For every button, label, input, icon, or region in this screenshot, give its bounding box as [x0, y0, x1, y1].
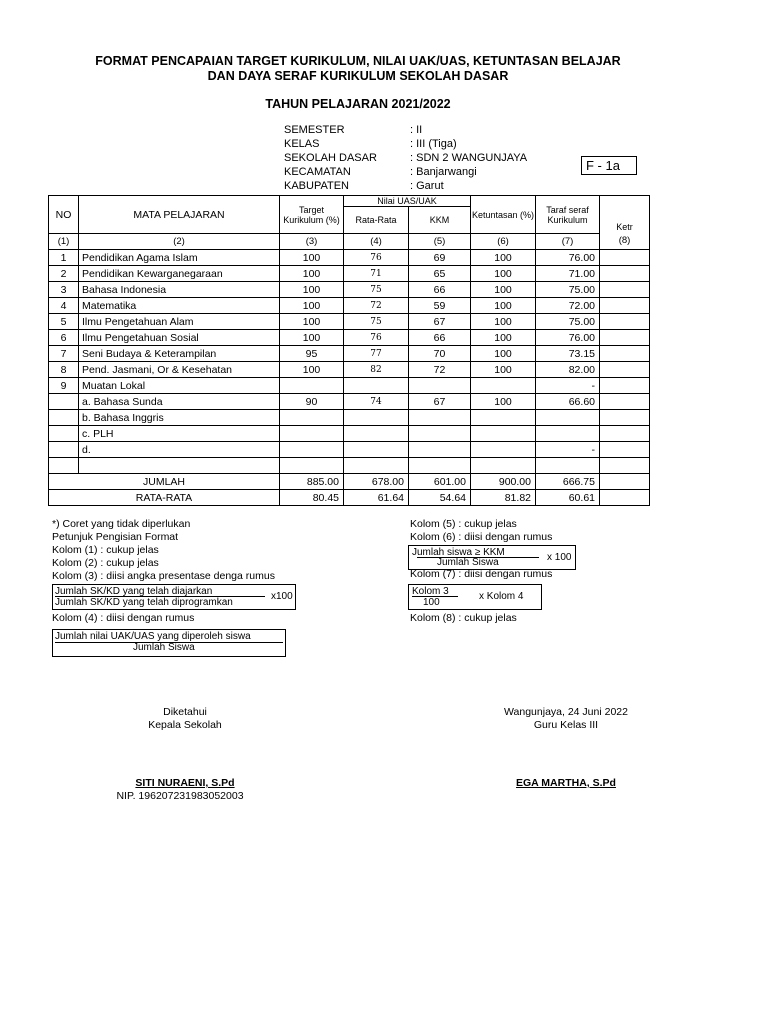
cell-target: 100 — [280, 266, 344, 282]
jumlah-target: 885.00 — [280, 474, 344, 490]
info-value: : SDN 2 WANGUNJAYA — [410, 152, 528, 164]
col-number: (1) — [49, 234, 79, 250]
table-row — [49, 330, 650, 346]
ratarata-ket: 81.82 — [471, 490, 536, 506]
cell-subject: Muatan Lokal — [79, 378, 280, 394]
cell-ketuntasan: 100 — [471, 282, 536, 298]
jumlah-kkm: 601.00 — [409, 474, 471, 490]
jumlah-ketr — [600, 474, 650, 490]
cell-taraf: 66.60 — [536, 394, 600, 410]
cell-taraf: - — [536, 442, 600, 458]
cell-taraf — [536, 426, 600, 442]
cell-kkm — [409, 458, 471, 474]
cell-subject: Bahasa Indonesia — [79, 282, 280, 298]
header-ketuntasan: Ketuntasan (%) — [471, 196, 536, 234]
cell-rata: 71 — [344, 266, 409, 282]
cell-ketr — [600, 362, 650, 378]
sig-left-nip: NIP. 196207231983052003 — [116, 790, 244, 802]
cell-taraf: 73.15 — [536, 346, 600, 362]
cell-subject: a. Bahasa Sunda — [79, 394, 280, 410]
cell-no: 5 — [49, 314, 79, 330]
cell-ketuntasan: 100 — [471, 346, 536, 362]
header-kkm: KKM — [409, 207, 471, 234]
sig-left-line1: Diketahui — [163, 706, 207, 718]
ratarata-kkm: 54.64 — [409, 490, 471, 506]
cell-ketuntasan — [471, 442, 536, 458]
cell-ketr — [600, 282, 650, 298]
cell-ketr — [600, 314, 650, 330]
ratarata-target: 80.45 — [280, 490, 344, 506]
formula-kolom7 — [408, 584, 542, 610]
note-kolom4: Kolom (4) : diisi dengan rumus — [52, 612, 195, 624]
table-row — [49, 426, 650, 442]
cell-ketr — [600, 378, 650, 394]
cell-no: 7 — [49, 346, 79, 362]
cell-target — [280, 458, 344, 474]
cell-no — [49, 426, 79, 442]
cell-target: 100 — [280, 362, 344, 378]
cell-taraf: 82.00 — [536, 362, 600, 378]
formula4-numerator: Jumlah nilai UAK/UAS yang diperoleh siswa — [55, 631, 251, 642]
info-label: KABUPATEN — [284, 180, 349, 192]
cell-subject: Ilmu Pengetahuan Sosial — [79, 330, 280, 346]
cell-no — [49, 442, 79, 458]
table-row — [49, 346, 650, 362]
cell-target: 100 — [280, 330, 344, 346]
info-label: SEMESTER — [284, 124, 345, 136]
info-value: : Banjarwangi — [410, 166, 477, 178]
cell-rata: 77 — [344, 346, 409, 362]
cell-subject: d. — [79, 442, 280, 458]
cell-subject: Pendidikan Kewarganegaraan — [79, 266, 280, 282]
formula6-multiplier: x 100 — [547, 552, 572, 563]
col-number: (7) — [536, 234, 600, 250]
doc-title-line2: DAN DAYA SERAF KURIKULUM SEKOLAH DASAR — [207, 69, 509, 83]
cell-ketr — [600, 330, 650, 346]
formula3-denominator: Jumlah SK/KD yang telah diprogramkan — [55, 597, 233, 608]
header-taraf: Taraf seraf Kurikulum — [536, 196, 600, 234]
cell-ketr — [600, 394, 650, 410]
doc-title-line1: FORMAT PENCAPAIAN TARGET KURIKULUM, NILAI UAK/UAS, KETUNTASAN BELAJAR — [95, 54, 621, 68]
header-subject: MATA PELAJARAN — [79, 196, 280, 234]
cell-no: 8 — [49, 362, 79, 378]
cell-ketuntasan: 100 — [471, 266, 536, 282]
cell-target: 100 — [280, 298, 344, 314]
info-label: SEKOLAH DASAR — [284, 152, 377, 164]
cell-subject: Pend. Jasmani, Or & Kesehatan — [79, 362, 280, 378]
table-row — [49, 458, 650, 474]
note-line: Kolom (5) : cukup jelas — [410, 518, 517, 530]
cell-target: 100 — [280, 314, 344, 330]
jumlah-taraf: 666.75 — [536, 474, 600, 490]
cell-subject: b. Bahasa Inggris — [79, 410, 280, 426]
col-number: (4) — [344, 234, 409, 250]
table-row — [49, 266, 650, 282]
formula6-numerator: Jumlah siswa ≥ KKM — [412, 547, 505, 558]
cell-ketuntasan: 100 — [471, 330, 536, 346]
table-row — [49, 250, 650, 266]
formula7-multiplier: x Kolom 4 — [479, 591, 524, 602]
cell-taraf — [536, 410, 600, 426]
col-number: (6) — [471, 234, 536, 250]
table-row — [49, 298, 650, 314]
note-line: Kolom (3) : diisi angka presentase denga rumus — [52, 570, 275, 582]
doc-year: TAHUN PELAJARAN 2021/2022 — [265, 97, 451, 111]
header-target: Target Kurikulum (%) — [280, 196, 344, 234]
table-row — [49, 314, 650, 330]
formula3-multiplier: x100 — [271, 591, 293, 602]
notes-right — [410, 518, 552, 544]
table-row — [49, 378, 650, 394]
cell-subject: Matematika — [79, 298, 280, 314]
note-kolom7: Kolom (7) : diisi dengan rumus — [410, 568, 553, 580]
cell-target — [280, 426, 344, 442]
cell-kkm — [409, 410, 471, 426]
info-value: : II — [410, 124, 423, 136]
info-value: : III (Tiga) — [410, 138, 457, 150]
cell-no: 6 — [49, 330, 79, 346]
jumlah-label: JUMLAH — [49, 474, 280, 490]
cell-kkm: 69 — [409, 250, 471, 266]
cell-kkm — [409, 426, 471, 442]
cell-ketuntasan — [471, 426, 536, 442]
header-no: NO — [49, 196, 79, 234]
cell-taraf: 71.00 — [536, 266, 600, 282]
header-ketr: Ketr — [600, 196, 650, 234]
cell-rata: 75 — [344, 314, 409, 330]
table-row — [49, 410, 650, 426]
ratarata-taraf: 60.61 — [536, 490, 600, 506]
cell-rata — [344, 442, 409, 458]
cell-ketuntasan: 100 — [471, 394, 536, 410]
note-line: *) Coret yang tidak diperlukan — [52, 518, 191, 530]
cell-rata: 75 — [344, 282, 409, 298]
info-label: KECAMATAN — [284, 166, 351, 178]
cell-kkm: 70 — [409, 346, 471, 362]
cell-ketr — [600, 458, 650, 474]
cell-taraf: 75.00 — [536, 314, 600, 330]
cell-taraf: 76.00 — [536, 330, 600, 346]
sig-left-name: SITI NURAENI, S.Pd — [135, 777, 235, 789]
cell-subject: Pendidikan Agama Islam — [79, 250, 280, 266]
cell-ketr — [600, 442, 650, 458]
cell-ketuntasan — [471, 458, 536, 474]
jumlah-ket: 900.00 — [471, 474, 536, 490]
cell-ketr — [600, 266, 650, 282]
notes-left — [52, 518, 275, 583]
cell-ketuntasan: 100 — [471, 250, 536, 266]
jumlah-rata: 678.00 — [344, 474, 409, 490]
cell-ketuntasan: 100 — [471, 362, 536, 378]
cell-ketuntasan — [471, 378, 536, 394]
cell-rata: 74 — [344, 394, 409, 410]
sig-right-name: EGA MARTHA, S.Pd — [516, 777, 616, 789]
cell-kkm — [409, 442, 471, 458]
cell-target: 100 — [280, 282, 344, 298]
table-row — [49, 442, 650, 458]
cell-kkm: 59 — [409, 298, 471, 314]
cell-no — [49, 458, 79, 474]
note-line: Kolom (2) : cukup jelas — [52, 557, 159, 569]
cell-no: 2 — [49, 266, 79, 282]
cell-taraf: 76.00 — [536, 250, 600, 266]
cell-no: 9 — [49, 378, 79, 394]
note-line: Petunjuk Pengisian Format — [52, 531, 179, 543]
cell-target: 100 — [280, 250, 344, 266]
cell-kkm: 66 — [409, 330, 471, 346]
header-nilai-group: Nilai UAS/UAK — [344, 196, 471, 207]
table-row — [49, 394, 650, 410]
cell-ketr — [600, 410, 650, 426]
cell-ketuntasan — [471, 410, 536, 426]
cell-kkm: 67 — [409, 394, 471, 410]
col-number: (3) — [280, 234, 344, 250]
header-rata: Rata-Rata — [344, 207, 409, 234]
cell-kkm: 72 — [409, 362, 471, 378]
cell-kkm: 66 — [409, 282, 471, 298]
cell-taraf — [536, 458, 600, 474]
formula-kolom6 — [408, 545, 576, 570]
sig-left-line2: Kepala Sekolah — [148, 719, 222, 731]
achievement-table — [48, 195, 650, 506]
cell-taraf: 75.00 — [536, 282, 600, 298]
formula7-denominator: 100 — [423, 597, 440, 608]
cell-ketuntasan: 100 — [471, 298, 536, 314]
cell-ketr — [600, 250, 650, 266]
cell-kkm: 67 — [409, 314, 471, 330]
cell-no — [49, 410, 79, 426]
cell-subject: c. PLH — [79, 426, 280, 442]
cell-rata: 76 — [344, 330, 409, 346]
note-line: Kolom (1) : cukup jelas — [52, 544, 159, 556]
cell-ketr — [600, 298, 650, 314]
sig-right-line1: Wangunjaya, 24 Juni 2022 — [504, 706, 628, 718]
ratarata-rata: 61.64 — [344, 490, 409, 506]
sig-right-line2: Guru Kelas III — [533, 719, 599, 731]
form-code-box: F - 1a — [581, 156, 637, 175]
formula6-denominator: Jumlah Siswa — [437, 557, 499, 568]
ratarata-label: RATA-RATA — [49, 490, 280, 506]
cell-target — [280, 378, 344, 394]
cell-no: 1 — [49, 250, 79, 266]
note-line: Kolom (6) : diisi dengan rumus — [410, 531, 553, 543]
cell-ketr — [600, 346, 650, 362]
cell-rata: 72 — [344, 298, 409, 314]
col-number: (2) — [79, 234, 280, 250]
cell-kkm: 65 — [409, 266, 471, 282]
cell-taraf: 72.00 — [536, 298, 600, 314]
cell-ketr — [600, 426, 650, 442]
cell-rata — [344, 458, 409, 474]
cell-rata — [344, 410, 409, 426]
cell-ketuntasan: 100 — [471, 314, 536, 330]
cell-target: 95 — [280, 346, 344, 362]
cell-rata: 76 — [344, 250, 409, 266]
cell-rata — [344, 378, 409, 394]
formula4-denominator: Jumlah Siswa — [133, 642, 195, 653]
cell-target — [280, 410, 344, 426]
table-row — [49, 282, 650, 298]
formula-kolom4 — [52, 629, 286, 657]
cell-no: 4 — [49, 298, 79, 314]
cell-subject: Ilmu Pengetahuan Alam — [79, 314, 280, 330]
formula7-numerator: Kolom 3 — [412, 586, 449, 597]
cell-taraf: - — [536, 378, 600, 394]
table-body — [49, 250, 650, 474]
cell-kkm — [409, 378, 471, 394]
formula3-numerator: Jumlah SK/KD yang telah diajarkan — [55, 586, 213, 597]
info-values — [410, 123, 527, 193]
table-row — [49, 362, 650, 378]
ratarata-ketr — [600, 490, 650, 506]
cell-subject: Seni Budaya & Keterampilan — [79, 346, 280, 362]
cell-target: 90 — [280, 394, 344, 410]
col-number: (5) — [409, 234, 471, 250]
cell-no — [49, 394, 79, 410]
cell-rata: 82 — [344, 362, 409, 378]
col-number: (8) — [600, 234, 650, 250]
info-value: : Garut — [410, 180, 444, 192]
cell-target — [280, 442, 344, 458]
formula-kolom3 — [52, 584, 296, 610]
cell-subject — [79, 458, 280, 474]
cell-no: 3 — [49, 282, 79, 298]
note-kolom8: Kolom (8) : cukup jelas — [410, 612, 517, 624]
info-label: KELAS — [284, 138, 320, 150]
info-labels — [284, 123, 377, 193]
cell-rata — [344, 426, 409, 442]
